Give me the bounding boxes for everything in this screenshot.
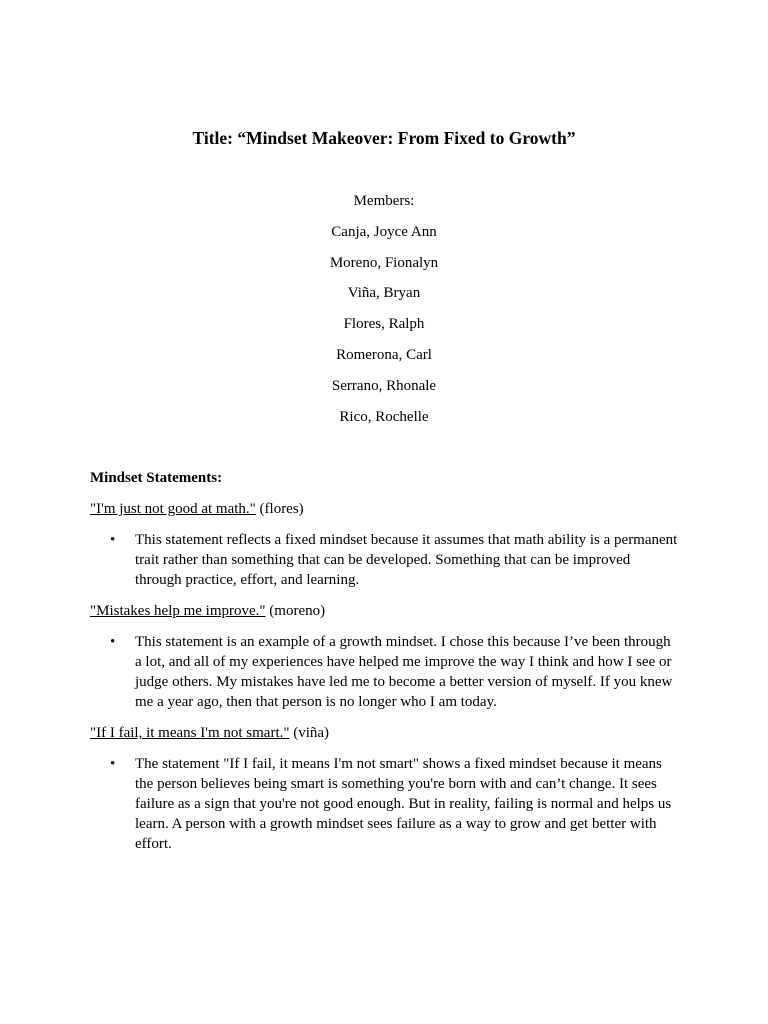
member-name: Canja, Joyce Ann (331, 223, 437, 240)
bullet-icon: • (110, 634, 116, 650)
bullet-icon: • (110, 532, 116, 548)
statement-author: (flores) (255, 501, 304, 517)
statement-quote: "If I fail, it means I'm not smart." (90, 725, 290, 741)
member-name: Rico, Rochelle (339, 408, 429, 425)
statement-explanation: This statement is an example of a growth mindset. I chose this because I’ve been through a lot, and all of my experiences have helped me improve the way I think and how I see or judge others. My mistakes have led me to become a better version of myself. If you knew me a year ago, then that person is no longer who I am today. (135, 634, 673, 710)
section-heading: Mindset Statements: (90, 470, 223, 486)
statement-author: (viña) (289, 725, 330, 741)
statement-quote: "Mistakes help me improve." (90, 603, 266, 619)
bullet-item (90, 530, 680, 590)
bullet-list (90, 754, 680, 854)
bullet-list (90, 632, 680, 712)
bullet-icon: • (110, 756, 116, 772)
mindset-statements-section (90, 468, 680, 854)
document-title: Title: “Mindset Makeover: From Fixed to Growth” (192, 128, 576, 148)
statement-line (90, 499, 680, 519)
statement-line (90, 601, 680, 621)
member-name: Romerona, Carl (336, 346, 432, 363)
members-block (90, 191, 678, 427)
bullet-list (90, 530, 680, 590)
bullet-item (90, 754, 680, 854)
statement-quote: "I'm just not good at math." (90, 501, 256, 517)
member-name: Viña, Bryan (347, 285, 421, 302)
statement-explanation: This statement reflects a fixed mindset because it assumes that math ability is a permanent trait rather than something that can be developed. Something that can be improved through practice, effort, and learning. (135, 532, 678, 588)
statement-line (90, 723, 680, 743)
member-name: Flores, Ralph (343, 316, 425, 333)
statement-author: (moreno) (265, 603, 326, 619)
members-label: Members: (353, 193, 415, 209)
member-name: Moreno, Fionalyn (329, 254, 439, 271)
statement-explanation: The statement "If I fail, it means I'm not smart" shows a fixed mindset because it means the person believes being smart is something you're born with and can’t change. It sees failure as a sign that you're not good enough. But in reality, failing is normal and helps us learn. A person with a growth mindset sees failure as a way to grow and get better with effort. (135, 756, 672, 852)
bullet-item (90, 632, 680, 712)
member-name: Serrano, Rhonale (331, 377, 437, 394)
